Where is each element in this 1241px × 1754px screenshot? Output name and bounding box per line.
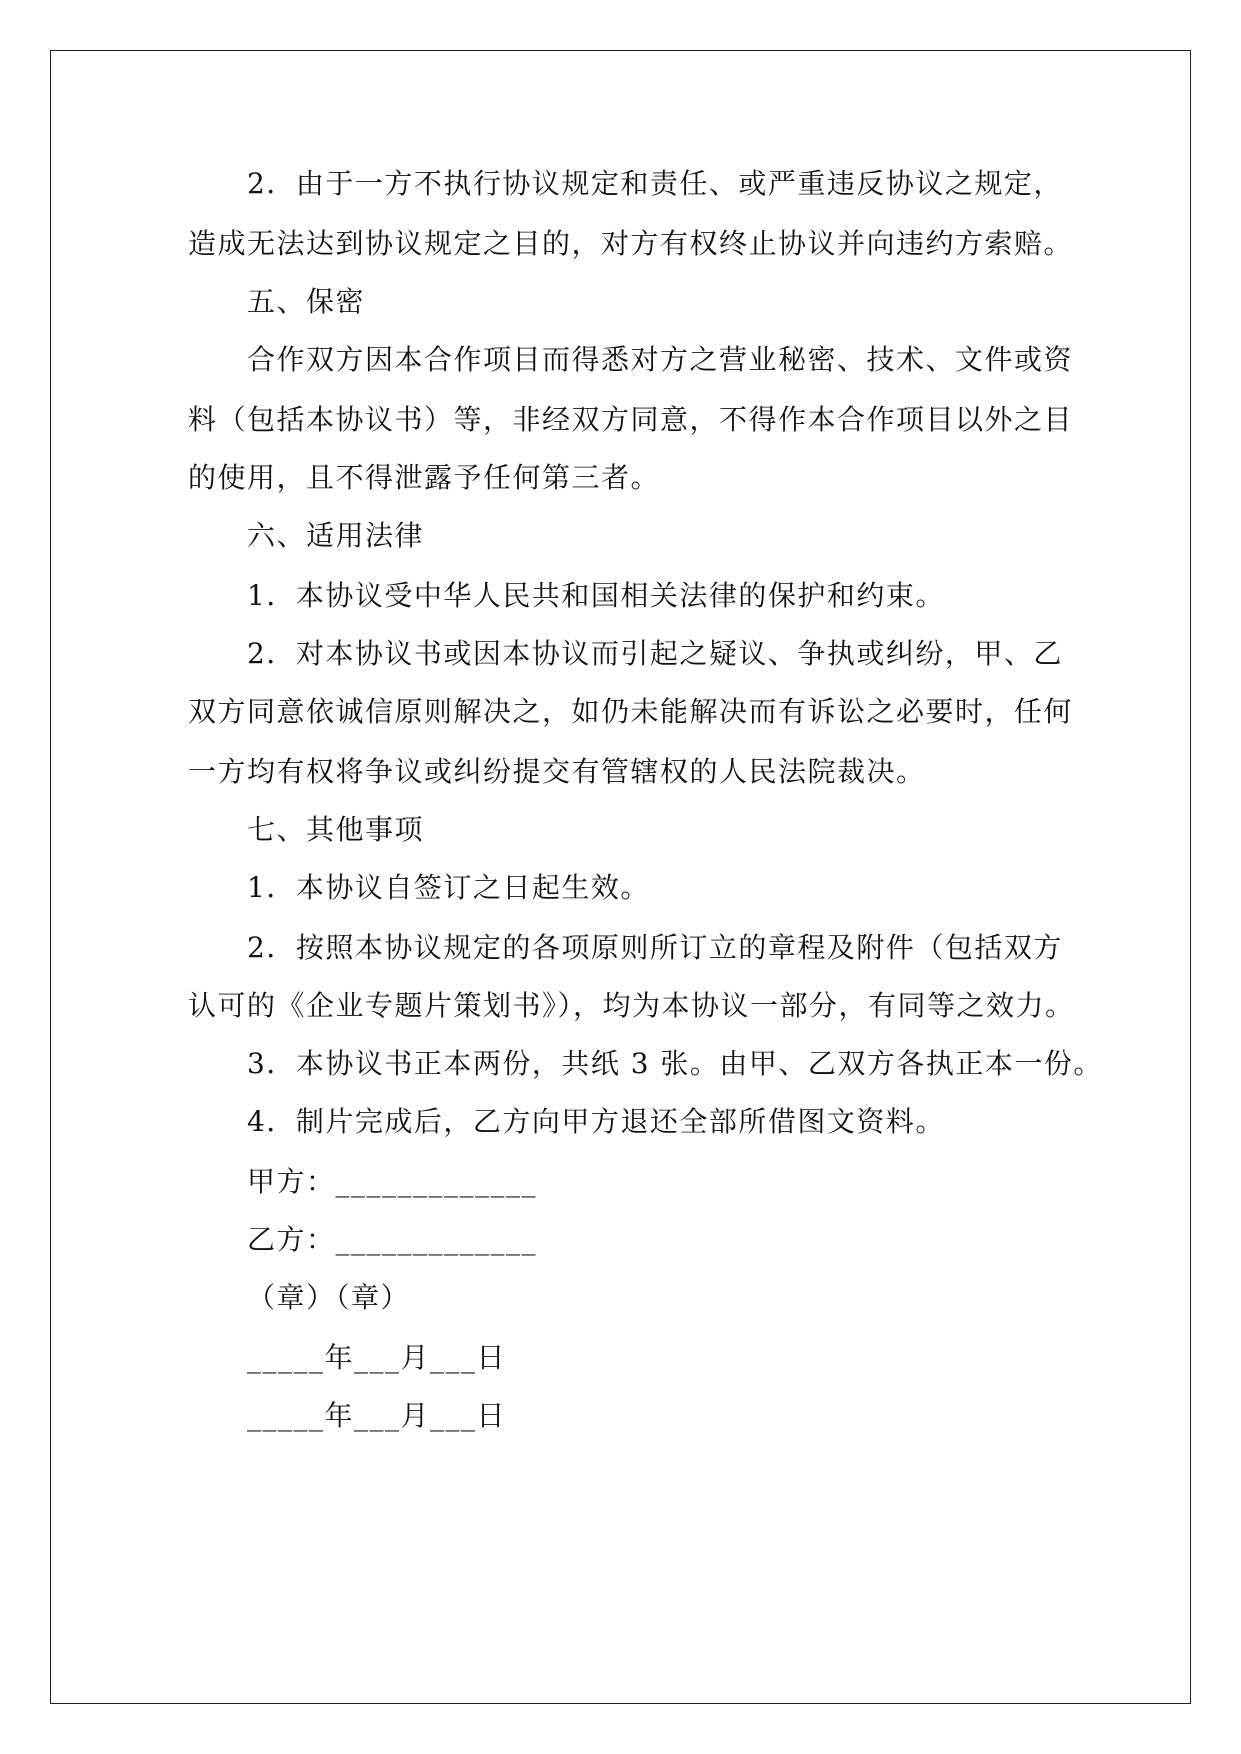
- clause-7-1: 1．本协议自签订之日起生效。: [247, 871, 650, 904]
- clause-6-2-line-2: 双方同意依诚信原则解决之，如仍未能解决而有诉讼之必要时，任何: [188, 695, 1074, 728]
- confidentiality-line-1: 合作双方因本合作项目而得悉对方之营业秘密、技术、文件或资: [247, 343, 1074, 376]
- party-a-signature-line: 甲方：_____________: [247, 1165, 538, 1198]
- clause-4-2-line-1: 2．由于一方不执行协议规定和责任、或严重违反协议之规定，: [247, 167, 1063, 200]
- seal-line: （章）（章）: [247, 1281, 411, 1314]
- confidentiality-line-3: 的使用，且不得泄露予任何第三者。: [188, 461, 661, 494]
- clause-6-2-line-1: 2．对本协议书或因本协议而引起之疑议、争执或纠纷，甲、乙: [247, 637, 1063, 670]
- section-6-heading: 六、适用法律: [247, 519, 425, 552]
- confidentiality-line-2: 料（包括本协议书）等，非经双方同意，不得作本合作项目以外之目: [188, 403, 1074, 436]
- date-line-2: _____年___月___日: [247, 1399, 507, 1432]
- clause-7-2-line-1: 2．按照本协议规定的各项原则所订立的章程及附件（包括双方: [247, 931, 1063, 964]
- clause-6-2-line-3: 一方均有权将争议或纠纷提交有管辖权的人民法院裁决。: [188, 755, 926, 788]
- clause-7-3: 3．本协议书正本两份，共纸 3 张。由甲、乙双方各执正本一份。: [247, 1047, 1103, 1080]
- party-b-signature-line: 乙方：_____________: [247, 1223, 538, 1256]
- clause-7-4: 4．制片完成后，乙方向甲方退还全部所借图文资料。: [247, 1105, 945, 1138]
- date-line-1: _____年___月___日: [247, 1341, 507, 1374]
- clause-4-2-line-2: 造成无法达到协议规定之目的，对方有权终止协议并向违约方索赔。: [188, 227, 1074, 260]
- clause-6-1: 1．本协议受中华人民共和国相关法律的保护和约束。: [247, 579, 945, 612]
- section-5-heading: 五、保密: [247, 285, 366, 318]
- section-7-heading: 七、其他事项: [247, 813, 425, 846]
- clause-7-2-line-2: 认可的《企业专题片策划书》），均为本协议一部分，有同等之效力。: [188, 989, 1075, 1022]
